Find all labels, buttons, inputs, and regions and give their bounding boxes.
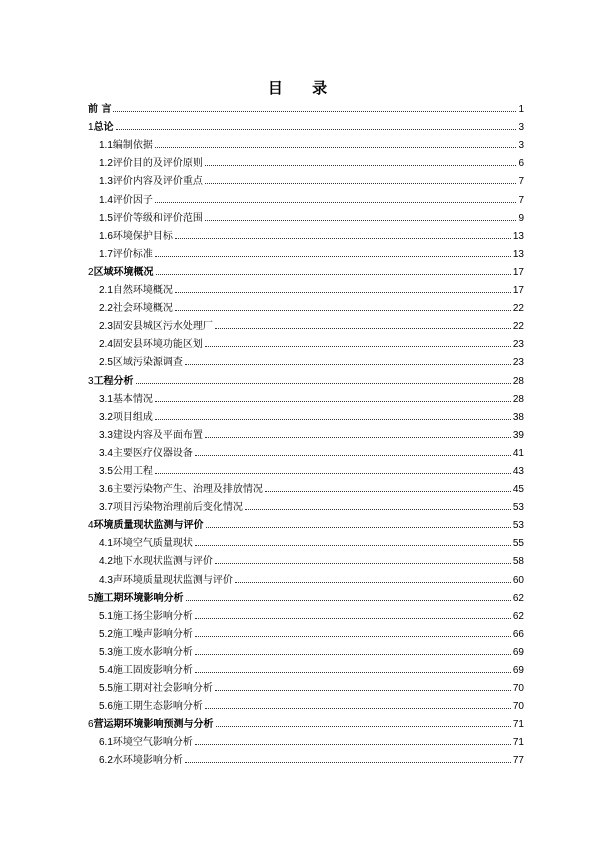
toc-page-number: 23 — [512, 339, 524, 351]
toc-dot-leader — [155, 256, 511, 257]
toc-entry-number: 2 — [88, 266, 94, 278]
toc-entry-heading — [99, 444, 194, 459]
toc-entry-label: 固安县城区污水处理厂 — [112, 321, 213, 333]
toc-dot-leader — [186, 600, 511, 601]
toc-entry[interactable] — [88, 513, 524, 531]
toc-entry-heading — [99, 679, 214, 694]
toc-entry-label: 施工噪声影响分析 — [112, 628, 193, 640]
toc-entry[interactable] — [88, 567, 524, 585]
toc-entry-number: 3 — [88, 375, 94, 387]
toc-entry[interactable] — [88, 296, 524, 314]
toc-entry-number: 1.1 — [99, 140, 113, 152]
toc-entry[interactable] — [88, 314, 524, 332]
toc-entry-heading — [88, 516, 205, 531]
toc-entry-heading — [99, 534, 194, 549]
toc-entry[interactable] — [88, 712, 524, 730]
toc-entry-number: 3.4 — [99, 447, 113, 459]
toc-entry-label: 施工固废影响分析 — [112, 665, 193, 676]
toc-dot-leader — [205, 346, 511, 347]
toc-entry-label: 前 言 — [88, 104, 112, 116]
toc-entry-heading — [99, 462, 154, 477]
toc-dot-leader — [216, 726, 511, 727]
toc-entry-heading — [99, 607, 194, 622]
toc-entry-number: 2.2 — [99, 303, 113, 315]
toc-entry-label: 环境空气质量现状 — [112, 538, 193, 550]
toc-dot-leader — [156, 274, 511, 275]
toc-entry[interactable] — [88, 187, 524, 205]
toc-entry-number: 4.2 — [99, 556, 113, 568]
toc-page-number: 9 — [518, 212, 524, 224]
toc-entry-number: 5.1 — [99, 610, 113, 622]
toc-entry[interactable] — [88, 387, 524, 405]
toc-entry-heading — [99, 227, 174, 242]
toc-entry-heading — [99, 191, 154, 206]
toc-page-number: 41 — [512, 447, 524, 459]
toc-entry-heading — [99, 317, 214, 332]
toc-dot-leader — [215, 690, 511, 691]
toc-entry[interactable] — [88, 206, 524, 224]
toc-page-number: 22 — [512, 303, 524, 315]
toc-dot-leader — [205, 165, 517, 166]
toc-entry-number: 1.5 — [99, 212, 113, 224]
toc-dot-leader — [113, 111, 516, 112]
toc-dot-leader — [136, 383, 511, 384]
toc-entry-heading — [88, 589, 185, 604]
toc-entry-label: 施工期环境影响分析 — [93, 592, 184, 604]
toc-entry-number: 6.1 — [99, 737, 113, 749]
toc-entry-label: 固安县环境功能区划 — [112, 339, 203, 351]
toc-entry-label: 施工废水影响分析 — [112, 646, 193, 658]
toc-page-number: 60 — [512, 574, 524, 586]
toc-page-number: 22 — [512, 321, 524, 333]
toc-page-number: 3 — [518, 140, 524, 152]
toc-dot-leader — [195, 618, 511, 619]
toc-page-number: 17 — [512, 266, 524, 278]
toc-entry-label: 评价标准 — [112, 248, 153, 260]
toc-entry-heading — [88, 263, 155, 278]
toc-entry[interactable] — [88, 423, 524, 441]
toc-entry-number: 3.1 — [99, 393, 113, 405]
toc-dot-leader — [235, 582, 511, 583]
toc-page-number: 53 — [512, 520, 524, 532]
toc-entry-number: 2.1 — [99, 285, 113, 297]
toc-entry-label: 评价目的及评价原则 — [112, 158, 203, 170]
toc-entry-number: 5.2 — [99, 628, 113, 640]
toc-entry-number: 5 — [88, 592, 94, 604]
toc-page-number: 71 — [512, 737, 524, 749]
toc-entry-heading — [99, 299, 174, 314]
toc-entry-label: 区域污染源调查 — [112, 357, 183, 369]
toc-dot-leader — [175, 238, 511, 239]
toc-entry-label: 项目污染物治理前后变化情况 — [112, 502, 243, 514]
toc-dot-leader — [175, 310, 511, 311]
toc-entry-label: 公用工程 — [112, 465, 153, 477]
toc-page-number: 71 — [512, 719, 524, 731]
toc-entry-number: 5.3 — [99, 646, 113, 658]
toc-dot-leader — [265, 491, 511, 492]
toc-page-number: 13 — [512, 248, 524, 260]
toc-entry[interactable] — [88, 748, 524, 766]
toc-entry-label: 建设内容及平面布置 — [112, 429, 203, 441]
toc-entry-number: 1 — [88, 122, 94, 134]
toc-entry-label: 主要污染物产生、治理及排放情况 — [112, 484, 263, 496]
toc-entry-label: 施工扬尘影响分析 — [112, 610, 193, 622]
toc-entry-heading — [99, 390, 154, 405]
toc-dot-leader — [215, 328, 511, 329]
toc-entry[interactable] — [88, 441, 524, 459]
toc-page-number: 17 — [512, 285, 524, 297]
toc-dot-leader — [195, 636, 511, 637]
toc-entry[interactable] — [88, 604, 524, 622]
toc-entry-heading — [99, 571, 234, 586]
toc-entry-number: 6.2 — [99, 755, 113, 767]
toc-entry-label: 社会环境概况 — [112, 303, 173, 315]
toc-entry-label: 自然环境概况 — [112, 285, 173, 297]
toc-dot-leader — [116, 129, 517, 130]
toc-page-number: 62 — [512, 592, 524, 604]
toc-page-number: 6 — [518, 158, 524, 170]
toc-entry-label: 水环境影响分析 — [112, 755, 183, 767]
toc-entry-number: 1.2 — [99, 158, 113, 170]
toc-entry-label: 总论 — [93, 122, 114, 134]
toc-page-number: 70 — [512, 701, 524, 713]
toc-entry[interactable] — [88, 658, 524, 676]
toc-entry[interactable] — [88, 350, 524, 368]
toc-entry[interactable] — [88, 115, 524, 133]
toc-entry-heading — [99, 353, 184, 368]
toc-entry-label: 施工期生态影响分析 — [112, 701, 203, 713]
toc-entry-label: 评价因子 — [112, 194, 153, 206]
toc-entry[interactable] — [88, 368, 524, 386]
toc-page-number: 69 — [512, 665, 524, 676]
toc-page-number: 3 — [518, 122, 524, 134]
toc-title: 目 录 — [267, 79, 340, 97]
toc-entry-number: 4.3 — [99, 574, 113, 586]
toc-entry[interactable] — [88, 133, 524, 151]
toc-dot-leader — [155, 473, 511, 474]
toc-entry-label: 地下水现状监测与评价 — [112, 556, 213, 568]
toc-entry-label: 施工期对社会影响分析 — [112, 683, 213, 695]
toc-entry-heading — [99, 733, 194, 748]
toc-page-number: 28 — [512, 393, 524, 405]
toc-entry-label: 编制依据 — [112, 140, 153, 152]
toc-entry-heading — [99, 625, 194, 640]
toc-entry-label: 评价等级和评价范围 — [112, 212, 203, 224]
toc-entry[interactable] — [88, 586, 524, 604]
toc-entry[interactable] — [88, 676, 524, 694]
toc-entry-label: 项目组成 — [112, 411, 153, 423]
toc-entry-heading — [99, 408, 154, 423]
toc-entry-number: 4 — [88, 520, 94, 532]
toc-entry-heading — [88, 118, 115, 133]
toc-page-number: 7 — [518, 176, 524, 188]
toc-entry-heading — [88, 715, 215, 730]
toc-dot-leader — [205, 437, 511, 438]
toc-entry[interactable] — [88, 332, 524, 350]
toc-entry-label: 环境保护目标 — [112, 230, 173, 242]
toc-entry-label: 工程分析 — [93, 375, 134, 387]
toc-entry[interactable] — [88, 459, 524, 477]
toc-entry-label: 主要医疗仪器设备 — [112, 447, 193, 459]
toc-page-number: 38 — [512, 411, 524, 423]
toc-entry-heading — [88, 372, 135, 387]
toc-entry-label: 营运期环境影响预测与分析 — [93, 719, 214, 731]
toc-page-number: 1 — [518, 104, 524, 116]
toc-entry[interactable] — [88, 549, 524, 567]
toc-entry[interactable] — [88, 622, 524, 640]
toc-entry-number: 1.3 — [99, 176, 113, 188]
toc-entry-heading — [99, 154, 204, 169]
toc-dot-leader — [195, 455, 511, 456]
toc-entry-heading — [99, 209, 204, 224]
toc-entry[interactable] — [88, 97, 524, 115]
toc-page-number: 69 — [512, 646, 524, 658]
toc-entry[interactable] — [88, 694, 524, 712]
toc-page-number: 53 — [512, 502, 524, 514]
toc-dot-leader — [205, 220, 517, 221]
toc-entry-heading — [99, 697, 204, 712]
toc-entry-label: 评价内容及评价重点 — [112, 176, 203, 188]
toc-entry[interactable] — [88, 640, 524, 658]
toc-entry-heading — [99, 480, 264, 495]
toc-entry[interactable] — [88, 278, 524, 296]
toc-dot-leader — [195, 654, 511, 655]
toc-dot-leader — [155, 401, 511, 402]
toc-page-number: 58 — [512, 556, 524, 568]
toc-entry-heading — [99, 281, 174, 296]
toc-entry-label: 环境质量现状监测与评价 — [93, 520, 204, 532]
toc-entry-number: 2.4 — [99, 339, 113, 351]
toc-dot-leader — [205, 708, 511, 709]
toc-page-number: 45 — [512, 484, 524, 496]
toc-entry[interactable] — [88, 169, 524, 187]
toc-entry[interactable] — [88, 151, 524, 169]
toc-entry-number: 1.4 — [99, 194, 113, 206]
toc-entry-number: 5.5 — [99, 683, 113, 695]
toc-entry-heading — [99, 335, 204, 350]
toc-page-number: 39 — [512, 429, 524, 441]
toc-entry[interactable] — [88, 495, 524, 513]
toc-page-number: 55 — [512, 538, 524, 550]
toc-entry-number: 3.2 — [99, 411, 113, 423]
toc-dot-leader — [175, 292, 511, 293]
toc-entry-heading — [99, 552, 214, 567]
toc-page-number: 62 — [512, 610, 524, 622]
toc-entry-heading — [99, 751, 184, 766]
toc-entry-label: 区域环境概况 — [93, 266, 154, 278]
toc-entry-label: 声环境质量现状监测与评价 — [112, 574, 233, 586]
toc-entry-number: 1.7 — [99, 248, 113, 260]
toc-entry[interactable] — [88, 477, 524, 495]
toc-dot-leader — [155, 202, 517, 203]
toc-page-number: 13 — [512, 230, 524, 242]
toc-entry-heading — [99, 245, 154, 260]
toc-entry[interactable] — [88, 730, 524, 748]
toc-entry-number: 5.4 — [99, 665, 113, 676]
toc-entry[interactable] — [88, 242, 524, 260]
toc-dot-leader — [215, 563, 511, 564]
toc-entry-label: 基本情况 — [112, 393, 153, 405]
toc-page-number: 43 — [512, 465, 524, 477]
toc-dot-leader — [155, 419, 511, 420]
toc-page-number: 77 — [512, 755, 524, 767]
toc-dot-leader — [155, 147, 517, 148]
toc-dot-leader — [245, 509, 511, 510]
toc-dot-leader — [185, 762, 511, 763]
toc-dot-leader — [206, 527, 511, 528]
toc-entry-heading — [99, 498, 244, 513]
toc-dot-leader — [205, 183, 517, 184]
toc-page-number: 28 — [512, 375, 524, 387]
toc-entry-number: 3.7 — [99, 502, 113, 514]
toc-entry-number: 1.6 — [99, 230, 113, 242]
toc-entry-number: 2.5 — [99, 357, 113, 369]
toc-entry-heading — [99, 661, 194, 676]
toc-entry-heading — [99, 643, 194, 658]
toc-entry-number: 3.3 — [99, 429, 113, 441]
toc-dot-leader — [195, 672, 511, 673]
toc-entry-heading — [88, 100, 112, 115]
toc-dot-leader — [185, 364, 511, 365]
toc-entry-number: 3.5 — [99, 465, 113, 477]
toc-entry-number: 5.6 — [99, 701, 113, 713]
toc-page-number: 66 — [512, 628, 524, 640]
toc-entry-label: 环境空气影响分析 — [112, 737, 193, 749]
toc-entry-number: 2.3 — [99, 321, 113, 333]
toc-entry-number: 3.6 — [99, 484, 113, 496]
toc-entry[interactable] — [88, 405, 524, 423]
toc-entry[interactable] — [88, 260, 524, 278]
table-of-contents — [88, 97, 524, 766]
toc-dot-leader — [195, 744, 511, 745]
toc-page-number: 70 — [512, 683, 524, 695]
toc-page-number: 23 — [512, 357, 524, 369]
toc-entry-number: 6 — [88, 719, 94, 731]
toc-entry-heading — [99, 172, 204, 187]
toc-entry[interactable] — [88, 531, 524, 549]
toc-entry-heading — [99, 136, 154, 151]
toc-dot-leader — [195, 545, 511, 546]
toc-entry[interactable] — [88, 224, 524, 242]
toc-entry-heading — [99, 426, 204, 441]
toc-page-number: 7 — [518, 194, 524, 206]
toc-entry-number: 4.1 — [99, 538, 113, 550]
